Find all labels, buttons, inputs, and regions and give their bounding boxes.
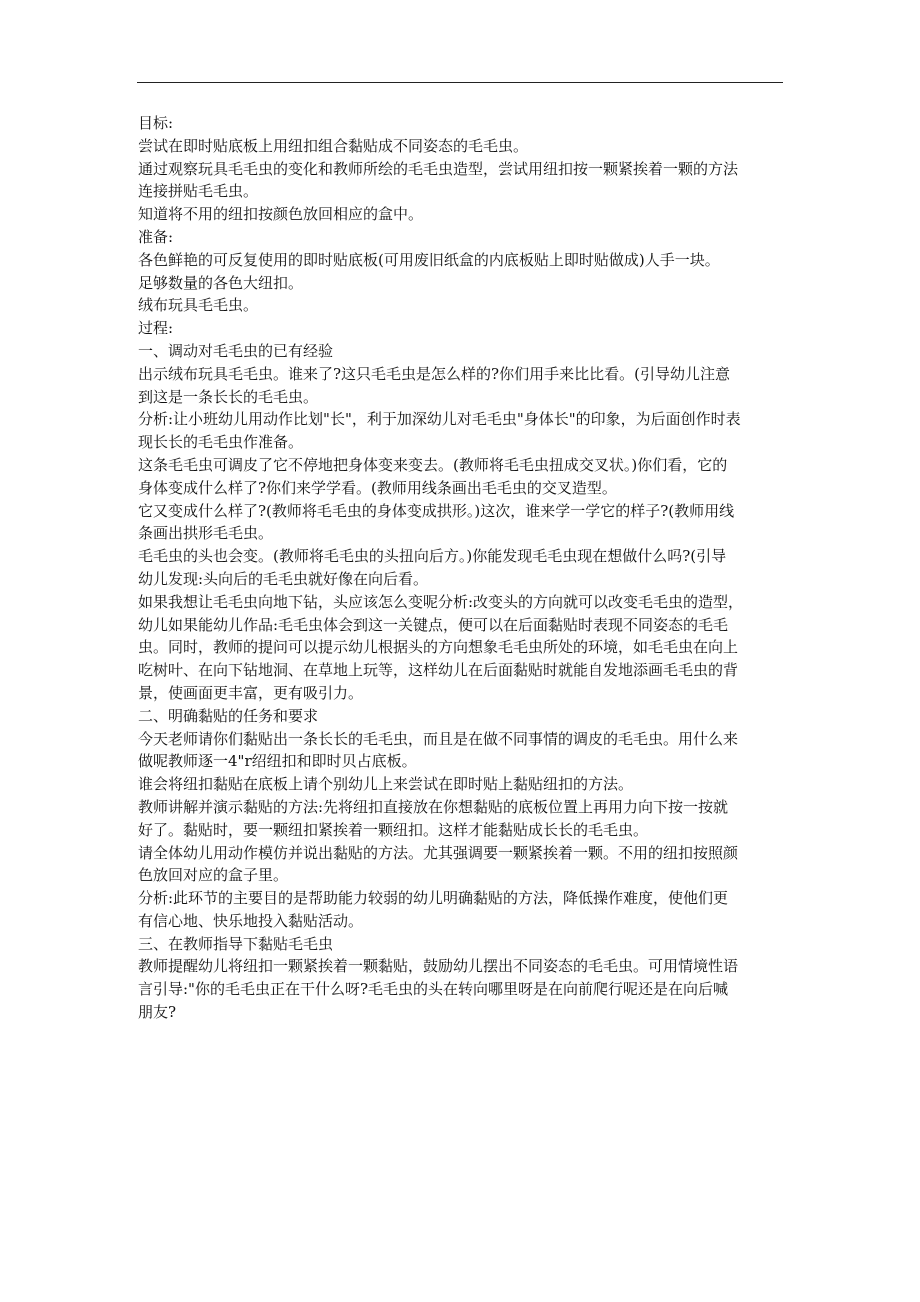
text-line: 准备: bbox=[138, 227, 174, 246]
text-line: 条画出拱形毛毛虫。 bbox=[138, 524, 274, 543]
text-line: 三、在教师指导下黏贴毛毛虫 bbox=[138, 934, 334, 953]
text-line: 二、明确黏贴的任务和要求 bbox=[138, 706, 319, 725]
text-line: 言引导:"你的毛毛虫正在干什么呀?毛毛虫的头在转向哪里呀是在向前爬行呢还是在向后喊 bbox=[138, 980, 728, 999]
text-line: 各色鲜艳的可反复使用的即时贴底板(可用废旧纸盒的内底板贴上即时贴做成)人手一块。 bbox=[138, 250, 720, 269]
text-line: 身体变成什么样了?你们来学学看。(教师用线条画出毛毛虫的交叉造型。 bbox=[138, 478, 617, 497]
text-line: 现长长的毛毛虫作准备。 bbox=[138, 433, 304, 452]
text-line: 做呢教师逐一4"r绍纽扣和即时贝占底板。 bbox=[138, 752, 417, 771]
text-line: 足够数量的各色大纽扣。 bbox=[138, 273, 304, 292]
text-line: 好了。黏贴时，要一颗纽扣紧挨着一颗纽扣。这样才能黏贴成长长的毛毛虫。 bbox=[138, 820, 649, 839]
text-line: 一、调动对毛毛虫的已有经验 bbox=[138, 341, 334, 360]
header-rule bbox=[137, 82, 783, 83]
text-line: 分析:让小班幼儿用动作比划"长"，利于加深幼儿对毛毛虫"身体长"的印象，为后面创作时表 bbox=[138, 410, 741, 429]
text-line: 吃树叶、在向下钻地洞、在草地上玩等，这样幼儿在后面黏贴时就能自发地添画毛毛虫的背 bbox=[138, 661, 739, 680]
text-line: 幼儿发现:头向后的毛毛虫就好像在向后看。 bbox=[138, 569, 429, 588]
text-line: 出示绒布玩具毛毛虫。谁来了?这只毛毛虫是怎么样的?你们用手来比比看。(引导幼儿注意 bbox=[138, 364, 730, 383]
text-line: 色放回对应的盒子里。 bbox=[138, 866, 289, 885]
text-line: 教师讲解并演示黏贴的方法:先将纽扣直接放在你想黏贴的底板位置上再用力向下按一按就 bbox=[138, 797, 729, 816]
text-line: 知道将不用的纽扣按颜色放回相应的盒中。 bbox=[138, 205, 424, 224]
text-line: 如果我想让毛毛虫向地下钻，头应该怎么变呢分析:改变头的方向就可以改变毛毛虫的造型， bbox=[138, 592, 744, 611]
text-line: 朋友? bbox=[138, 1003, 177, 1022]
text-line: 分析:此环节的主要目的是帮助能力较弱的幼儿明确黏贴的方法，降低操作难度，使他们更 bbox=[138, 889, 729, 908]
text-line: 到这是一条长长的毛毛虫。 bbox=[138, 387, 319, 406]
text-line: 虫。同时，教师的提问可以提示幼儿根据头的方向想象毛毛虫所处的环境，如毛毛虫在向上 bbox=[138, 638, 739, 657]
text-line: 目标: bbox=[138, 114, 174, 132]
text-line: 教师提醒幼儿将纽扣一颗紧挨着一颗黏贴，鼓励幼儿摆出不同姿态的毛毛虫。可用情境性语 bbox=[138, 957, 739, 976]
text-line: 尝试在即时贴底板上用纽扣组合黏贴成不同姿态的毛毛虫。 bbox=[138, 136, 529, 155]
text-line: 谁会将纽扣黏贴在底板上请个别幼儿上来尝试在即时贴上黏贴纽扣的方法。 bbox=[138, 775, 634, 794]
text-line: 景，使画面更丰富，更有吸引力。 bbox=[138, 683, 364, 702]
text-line: 有信心地、快乐地投入黏贴活动。 bbox=[138, 911, 364, 930]
text-line: 通过观察玩具毛毛虫的变化和教师所绘的毛毛虫造型，尝试用纽扣按一颗紧挨着一颗的方法 bbox=[138, 159, 739, 178]
text-line: 绒布玩具毛毛虫。 bbox=[138, 296, 259, 315]
text-line: 请全体幼儿用动作模仿并说出黏贴的方法。尤其强调要一颗紧挨着一颗。不用的纽扣按照颜 bbox=[138, 843, 739, 862]
text-line: 毛毛虫的头也会变。(教师将毛毛虫的头扭向后方。)你能发现毛毛虫现在想做什么吗?(引导 bbox=[138, 547, 727, 566]
text-line: 过程: bbox=[138, 319, 174, 338]
text-line: 它又变成什么样了?(教师将毛毛虫的身体变成拱形。)这次，谁来学一学它的样子?(教师用线 bbox=[138, 501, 735, 520]
text-line: 幼儿如果能幼儿作品:毛毛虫体会到这一关键点，便可以在后面黏贴时表现不同姿态的毛毛 bbox=[138, 615, 729, 634]
text-line: 今天老师请你们黏贴出一条长长的毛毛虫，而且是在做不同事情的调皮的毛毛虫。用什么来 bbox=[138, 729, 739, 748]
document-body bbox=[138, 112, 786, 1024]
text-line: 连接拼贴毛毛虫。 bbox=[138, 182, 259, 201]
text-line: 这条毛毛虫可调皮了它不停地把身体变来变去。(教师将毛毛虫扭成交叉状。)你们看，它的 bbox=[138, 455, 728, 474]
